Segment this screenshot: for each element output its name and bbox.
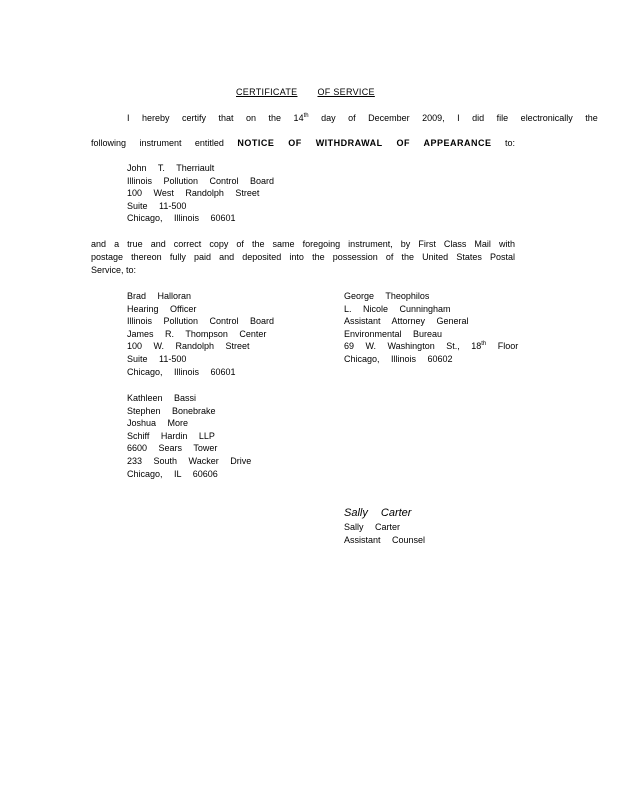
address-line: Joshua More [127,418,189,429]
address-line: Illinois Pollution Control Board [127,316,275,327]
address-line: Chicago, Illinois 60601 [127,366,236,377]
para1-line1-start: I hereby certify that on the 14 [127,113,304,123]
address-line: Schiff Hardin LLP [127,430,215,441]
para1-line2-start: following instrument entitled [91,138,224,148]
address-line: Hearing Officer [127,303,197,314]
address-line: Assistant Attorney General [344,316,469,327]
service-list-left-1 [127,290,274,378]
address-line: L. Nicole Cunningham [344,303,451,314]
address-line: Illinois Pollution Control Board [127,175,275,186]
address-line [344,340,518,353]
address-line: John T. Therriault [127,163,215,173]
signer-name: Sally Carter [344,522,401,532]
primary-recipient-address [127,162,274,225]
address-line: Brad Halloran [127,291,192,301]
para2-line3: Service, to: [91,265,137,275]
instrument-name: NOTICE OF WITHDRAWAL OF APPEARANCE [237,138,492,148]
address-line: Suite 11-500 [127,353,187,364]
address-line: 100 W. Randolph Street [127,341,250,352]
title-word-certificate: CERTIFICATE [236,87,298,97]
para1-line1-end: day of December 2009, I did file electronically the [321,113,598,123]
service-list-left-2 [127,392,251,480]
para1-line1 [127,112,598,124]
address-line: Environmental Bureau [344,328,443,339]
document-title [236,86,375,98]
title-words-of-service: OF SERVICE [317,87,375,97]
address-line: Chicago, Illinois 60601 [127,213,236,224]
address-floor: Floor [497,341,519,352]
para2-line1: and a true and correct copy of the same foregoing instrument, by First Class Mail with [91,239,515,249]
address-line: Kathleen Bassi [127,393,197,403]
signer-title: Assistant Counsel [344,534,426,545]
address-line: 6600 Sears Tower [127,443,218,454]
para2-line2: postage thereon fully paid and deposited into the possession of the United States Postal [91,252,515,262]
para1-line2 [91,137,515,149]
service-list-right-1 [344,290,518,366]
address-line: James R. Thompson Center [127,328,267,339]
address-line: Suite 11-500 [127,200,187,211]
address-line: George Theophilos [344,291,430,301]
address-line: 233 South Wacker Drive [127,455,252,466]
signature-block [344,521,425,546]
signature-script: Sally Carter [344,507,412,519]
address-line: Chicago, IL 60606 [127,468,218,479]
ordinal-suffix: th [481,341,487,348]
address-line: Stephen Bonebrake [127,405,216,416]
address-line: 100 West Randolph Street [127,188,260,199]
para1-line2-end: to: [504,138,515,148]
address-line: Chicago, Illinois 60602 [344,353,453,364]
address-street: 69 W. Washington St., 18 [344,341,482,352]
ordinal-suffix: th [303,113,309,119]
